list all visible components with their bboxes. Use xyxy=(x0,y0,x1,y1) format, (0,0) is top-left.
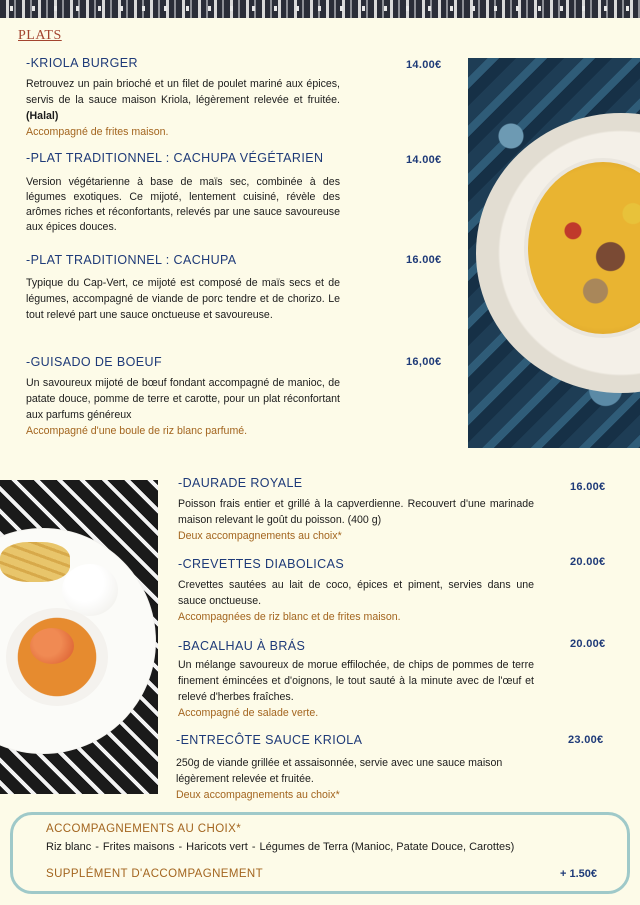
shrimp-illustration xyxy=(30,628,74,664)
item-price: 16.00€ xyxy=(406,254,442,266)
item-description: Retrouvez un pain brioché et un filet de poulet mariné aux épices, servis de la sauce maison Kriola, légèrement relevée et fruitée. (Halal) xyxy=(26,78,340,122)
menu-item-kriola-burger xyxy=(26,56,340,140)
item-name: -CREVETTES DIABOLICAS xyxy=(178,557,345,571)
accompaniment-option: Haricots vert xyxy=(186,841,248,853)
supplement-label: SUPPLÉMENT D'ACCOMPAGNEMENT xyxy=(46,868,264,880)
decorative-pattern-band xyxy=(0,0,640,18)
menu-item-crevettes-diabolicas xyxy=(178,557,534,625)
shrimp-dish-photo xyxy=(0,480,158,794)
item-note: Deux accompagnements au choix* xyxy=(176,789,340,801)
item-note: Accompagné d'une boule de riz blanc parfumé. xyxy=(26,425,248,437)
menu-item-entrecote-sauce-kriola xyxy=(176,733,516,803)
item-name: -PLAT TRADITIONNEL : CACHUPA xyxy=(26,253,237,267)
rice-illustration xyxy=(62,564,118,616)
item-price: 20.00€ xyxy=(570,638,606,650)
item-price: 23.00€ xyxy=(568,734,604,746)
accompaniment-options: Riz blanc - Frites maisons - Haricots vert - Légumes de Terra (Manioc, Patate Douce, Carottes) xyxy=(46,841,515,853)
item-price: 20.00€ xyxy=(570,556,606,568)
item-note: Accompagnées de riz blanc et de frites maison. xyxy=(178,611,401,623)
item-description: Crevettes sautées au lait de coco, épices et piment, servies dans une sauce onctueuse. xyxy=(178,579,534,607)
item-description: Typique du Cap-Vert, ce mijoté est composé de maïs secs et de légumes, accompagné de viande de porc tendre et de chorizo. Le tout relevé part une sauce onctueuse et savoureuse. xyxy=(26,277,340,321)
menu-item-cachupa xyxy=(26,253,340,323)
item-note: Accompagné de salade verte. xyxy=(178,707,319,719)
item-note: Accompagné de frites maison. xyxy=(26,126,169,138)
item-description: 250g de viande grillée et assaisonnée, servie avec une sauce maison légèrement relevée et fruitée. xyxy=(176,757,503,785)
menu-item-bacalhau-a-bras xyxy=(178,639,534,721)
menu-item-daurade-royale xyxy=(178,476,534,544)
item-name: -PLAT TRADITIONNEL : CACHUPA VÉGÉTARIEN xyxy=(26,151,324,165)
item-name: -DAURADE ROYALE xyxy=(178,476,303,490)
item-name: -ENTRECÔTE SAUCE KRIOLA xyxy=(176,733,363,747)
accompaniments-title: ACCOMPAGNEMENTS AU CHOIX* xyxy=(46,823,242,835)
item-price: 14.00€ xyxy=(406,154,442,166)
accompaniment-option: Légumes de Terra (Manioc, Patate Douce, Carottes) xyxy=(259,841,515,853)
item-price: 16.00€ xyxy=(570,481,606,493)
halal-tag: (Halal) xyxy=(26,110,59,122)
item-description: Version végétarienne à base de maïs sec, combinée à des légumes exotiques. Ce mijoté, lentement cuisiné, révèle des arômes riches et réconfortants, relevés par une sauce savoureuse aux épices douces. xyxy=(26,176,340,233)
item-note: Deux accompagnements au choix* xyxy=(178,530,342,542)
menu-item-guisado-de-boeuf xyxy=(26,355,340,439)
item-price: 14.00€ xyxy=(406,59,442,71)
item-name: -KRIOLA BURGER xyxy=(26,56,138,70)
accompaniment-option: Frites maisons xyxy=(102,841,175,853)
fries-illustration xyxy=(0,542,70,582)
item-name: -BACALHAU À BRÁS xyxy=(178,639,306,653)
supplement-price: + 1.50€ xyxy=(560,868,598,880)
menu-item-cachupa-vegetarien xyxy=(26,151,340,235)
item-name: -GUISADO DE BOEUF xyxy=(26,355,162,369)
accompaniment-option: Riz blanc xyxy=(46,841,92,853)
item-description: Un savoureux mijoté de bœuf fondant accompagné de manioc, de patate douce, pomme de terre et carotte, pour un plat réconfortant aux parfums généreux xyxy=(26,377,340,421)
cachupa-photo xyxy=(468,58,640,448)
section-title: PLATS xyxy=(18,28,62,43)
item-price: 16,00€ xyxy=(406,356,442,368)
item-description: Un mélange savoureux de morue effilochée, de chips de pommes de terre finement émincées et d'oignons, le tout sauté à la minute avec de l'œuf et relevé d'herbes fraîches. xyxy=(178,659,534,703)
item-description: Poisson frais entier et grillé à la capverdienne. Recouvert d'une marinade maison relevant le goût du poisson. (400 g) xyxy=(178,498,534,526)
